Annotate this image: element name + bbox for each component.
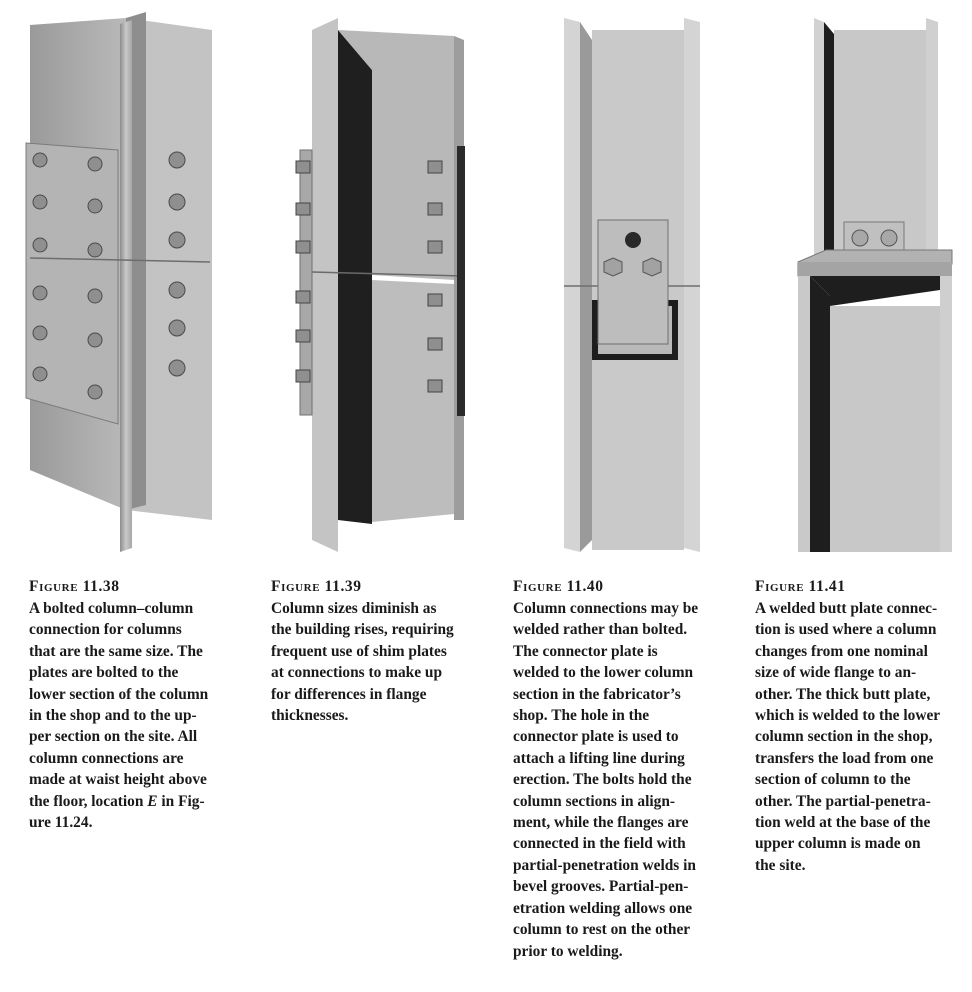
figure-11-39 [242,0,482,992]
lifting-hole [625,232,641,248]
column-flange [564,18,580,552]
figure-caption [755,576,972,876]
figure-11-40 [484,0,724,992]
shimmed-column-splice-illustration [242,0,482,570]
figure-title: Figure 11.41 [755,578,846,595]
caption-text: Column sizes diminish as the building rises, requiring frequent use of shim plates at connections to make up for differences in flange thicknesses. [271,600,454,725]
figure-caption [513,576,733,962]
bolted-column-splice-illustration [0,0,240,570]
figure-11-41 [726,0,966,992]
figure-caption [271,576,491,726]
figure-title: Figure 11.38 [29,578,120,595]
splice-plate [26,143,118,424]
figure-title: Figure 11.40 [513,578,604,595]
butt-plate-column-splice-illustration [726,0,966,570]
caption-text: Column connections may be welded rather than bolted. The connector plate is welded to the lower column section in the fabricator’s shop. The hole in the connector plate is used to attach a lifting line during erection. The bolts hold the column sections in align- ment, while the flanges are connected in the field with partial-penetration welds in bevel grooves. Partial-pen- etration welding allows one column to rest on the other prior to welding. [513,600,699,960]
caption-text: A bolted column–column connection for columns that are the same size. The plates are bolted to the lower section of the column in the shop and to the up- per section on the site. All column connections are made at waist height above the floor, location E in Fig- ure 11.24. [29,600,209,832]
figure-title: Figure 11.39 [271,578,362,595]
column-flange [814,18,824,262]
column-flange [312,18,338,552]
figure-11-38 [0,0,240,992]
caption-text: A welded butt plate connec- tion is used where a column changes from one nominal size of wide flange to an- other. The thick butt plate, which is welded to the lower column section in the shop, transfers the load from one section of column to the other. The partial-penetra- tion weld at the base of the upper column is made on the site. [755,600,941,874]
welded-column-splice-illustration [484,0,724,570]
figure-caption [29,576,249,833]
